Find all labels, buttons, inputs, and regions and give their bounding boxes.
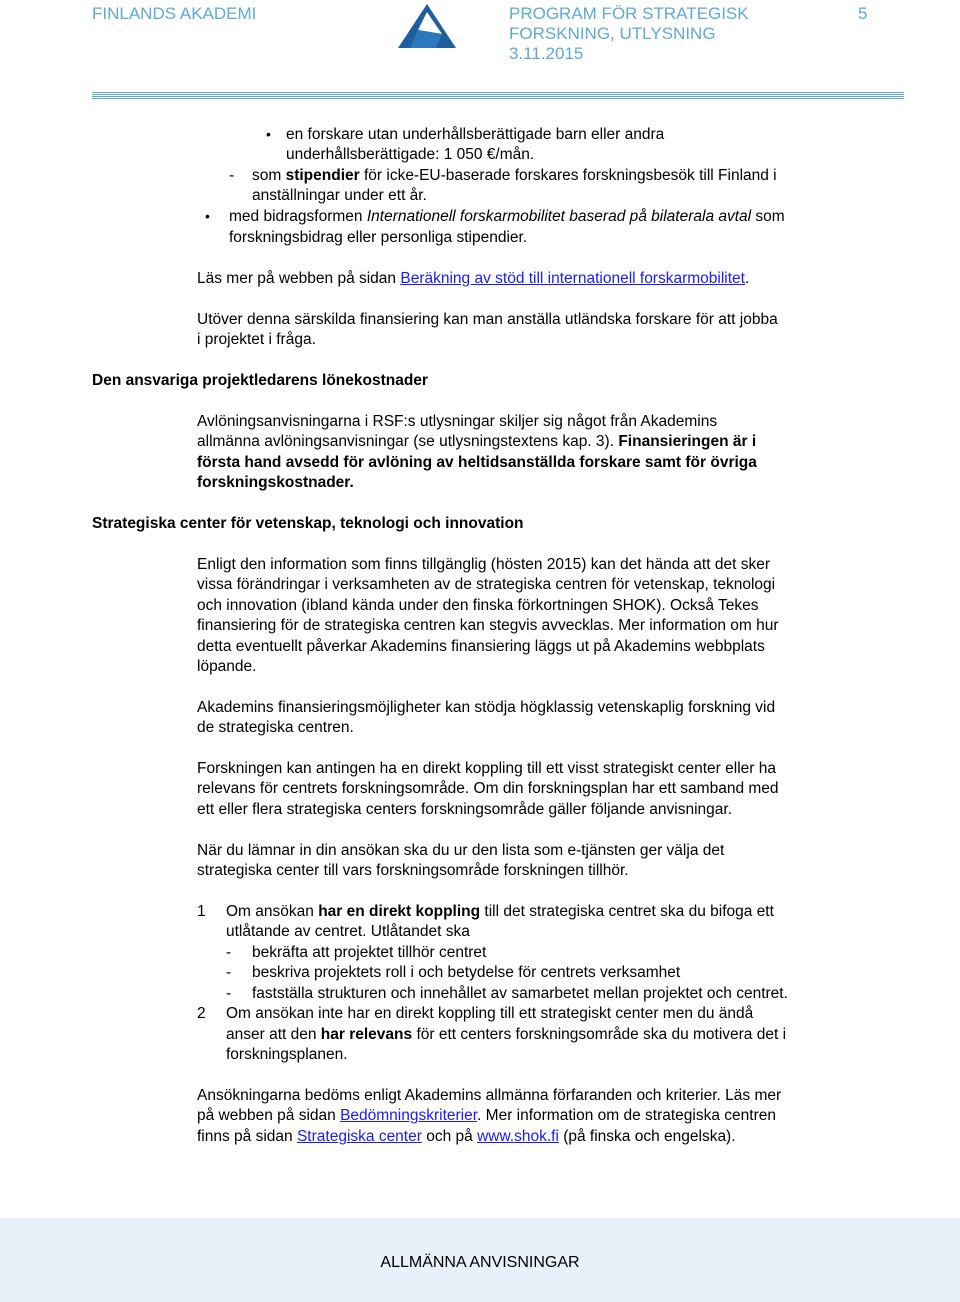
centers-p1-line: löpande.: [197, 658, 257, 675]
link-berakning-av-stod[interactable]: Beräkning av stöd till internationell forskarmobilitet: [400, 270, 745, 287]
item1-sub-2: beskriva projektets roll i och betydelse för centrets verksamhet: [252, 964, 681, 981]
dash-marker: -: [226, 964, 232, 981]
header-rule: [92, 92, 904, 101]
dash-marker: -: [226, 985, 232, 1002]
centers-p3-line: ett eller flera strategiska centers forskningsområde gäller följande anvisningar.: [197, 801, 733, 818]
link-shok-fi[interactable]: www.shok.fi: [477, 1128, 559, 1145]
bullet-dot: •: [266, 126, 271, 142]
bullet-2-line-2: forskningsbidrag eller personliga stipendier.: [229, 229, 528, 246]
salary-line-1: Avlöningsanvisningarna i RSF:s utlysningar skiljer sig något från Akademins: [197, 413, 718, 430]
page-header: [0, 0, 960, 100]
item1-line-1: Om ansökan har en direkt koppling till det strategiska centret ska du bifoga ett: [226, 903, 774, 920]
read-more-paragraph: Läs mer på webben på sidan Beräkning av stöd till internationell forskarmobilitet.: [197, 270, 750, 287]
centers-p1-line: detta eventuellt påverkar Akademins finansiering läggs ut på Akademins webbplats: [197, 638, 765, 655]
centers-p5-line-2: på webben på sidan Bedömningskriterier. Mer information om de strategiska centren: [197, 1107, 776, 1124]
program-title-line2: FORSKNING, UTLYSNING: [509, 24, 716, 43]
section-heading-salary: Den ansvariga projektledarens lönekostnader: [92, 372, 428, 389]
bullet-1-line-2: underhållsberättigade: 1 050 €/mån.: [286, 146, 535, 163]
dash-marker: -: [226, 944, 232, 961]
page-footer: [0, 1218, 960, 1302]
bullet-2-line-1: med bidragsformen Internationell forskarmobilitet baserad på bilaterala avtal som: [229, 208, 785, 225]
centers-p2-line: Akademins finansieringsmöjligheter kan stödja högklassig vetenskaplig forskning vid: [197, 699, 776, 716]
link-strategiska-center[interactable]: Strategiska center: [296, 1128, 422, 1145]
dash-item-line-2: anställningar under ett år.: [252, 187, 427, 204]
section-heading-strategic-centers: Strategiska center för vetenskap, teknologi och innovation: [92, 515, 524, 532]
centers-p1-line: och innovation (ibland kända under den finska förkortningen SHOK). Också Tekes: [197, 597, 759, 614]
centers-p1-line: Enligt den information som finns tillgänglig (hösten 2015) kan det hända att det sker: [197, 556, 770, 573]
centers-p4-line: strategiska center till vars forskningsområde forskningen tillhör.: [197, 862, 629, 879]
centers-p5-line-1: Ansökningarna bedöms enligt Akademins allmänna förfaranden och kriterier. Läs mer: [197, 1087, 782, 1104]
list-number-2: 2: [197, 1005, 206, 1022]
list-number-1: 1: [197, 903, 206, 920]
centers-p5-line-3: finns på sidan Strategiska center och på www.shok.fi (på finska och engelska).: [197, 1128, 736, 1145]
salary-line-4: forskningskostnader.: [197, 474, 354, 491]
centers-p1-line: finansiering för de strategiska centren kan stegvis avvecklas. Mer information om hur: [197, 617, 779, 634]
page-number: 5: [858, 4, 868, 23]
item1-sub-1: bekräfta att projektet tillhör centret: [252, 944, 487, 961]
item1-sub-3: fastställa strukturen och innehållet av samarbetet mellan projektet och centret.: [252, 985, 788, 1002]
centers-p1-line: vissa förändringar i verksamheten av de strategiska centren för vetenskap, teknologi: [197, 576, 776, 593]
link-bedomningskriterier[interactable]: Bedömningskriterier: [340, 1107, 478, 1124]
centers-p4-line: När du lämnar in din ansökan ska du ur den lista som e-tjänsten ger välja det: [197, 842, 725, 859]
program-date: 3.11.2015: [509, 44, 584, 63]
finlands-akademi-logo-icon: [396, 2, 458, 50]
foreign-researchers-line-1: Utöver denna särskilda finansiering kan man anställa utländska forskare för att jobba: [197, 311, 778, 328]
bullet-dot: •: [205, 208, 210, 224]
centers-p2-line: de strategiska centren.: [197, 719, 354, 736]
salary-line-2: allmänna avlöningsanvisningar (se utlysningstextens kap. 3). Finansieringen är i: [197, 433, 757, 450]
bullet-1-line-1: en forskare utan underhållsberättigade barn eller andra: [286, 126, 665, 143]
item1-line-2: utlåtande av centret. Utlåtandet ska: [226, 923, 470, 940]
program-title-line1: PROGRAM FÖR STRATEGISK: [509, 4, 749, 23]
dash-marker: -: [229, 167, 235, 184]
item2-line-3: forskningsplanen.: [226, 1046, 348, 1063]
salary-line-3: första hand avsedd för avlöning av heltidsanställda forskare samt för övriga: [197, 454, 757, 471]
item2-line-2: anser att den har relevans för ett centers forskningsområde ska du motivera det i: [226, 1026, 787, 1043]
centers-p3-line: relevans för centrets forskningsområde. Om din forskningsplan har ett samband med: [197, 780, 779, 797]
item2-line-1: Om ansökan inte har en direkt koppling till ett strategiskt center men du ändå: [226, 1005, 754, 1022]
foreign-researchers-line-2: i projektet i fråga.: [197, 331, 316, 348]
org-name: FINLANDS AKADEMI: [92, 4, 257, 23]
centers-p3-line: Forskningen kan antingen ha en direkt koppling till ett visst strategiskt center eller ha: [197, 760, 776, 777]
dash-item-line-1: som stipendier för icke-EU-baserade forskares forskningsbesök till Finland i: [252, 167, 777, 184]
footer-label: ALLMÄNNA ANVISNINGAR: [380, 1254, 580, 1271]
